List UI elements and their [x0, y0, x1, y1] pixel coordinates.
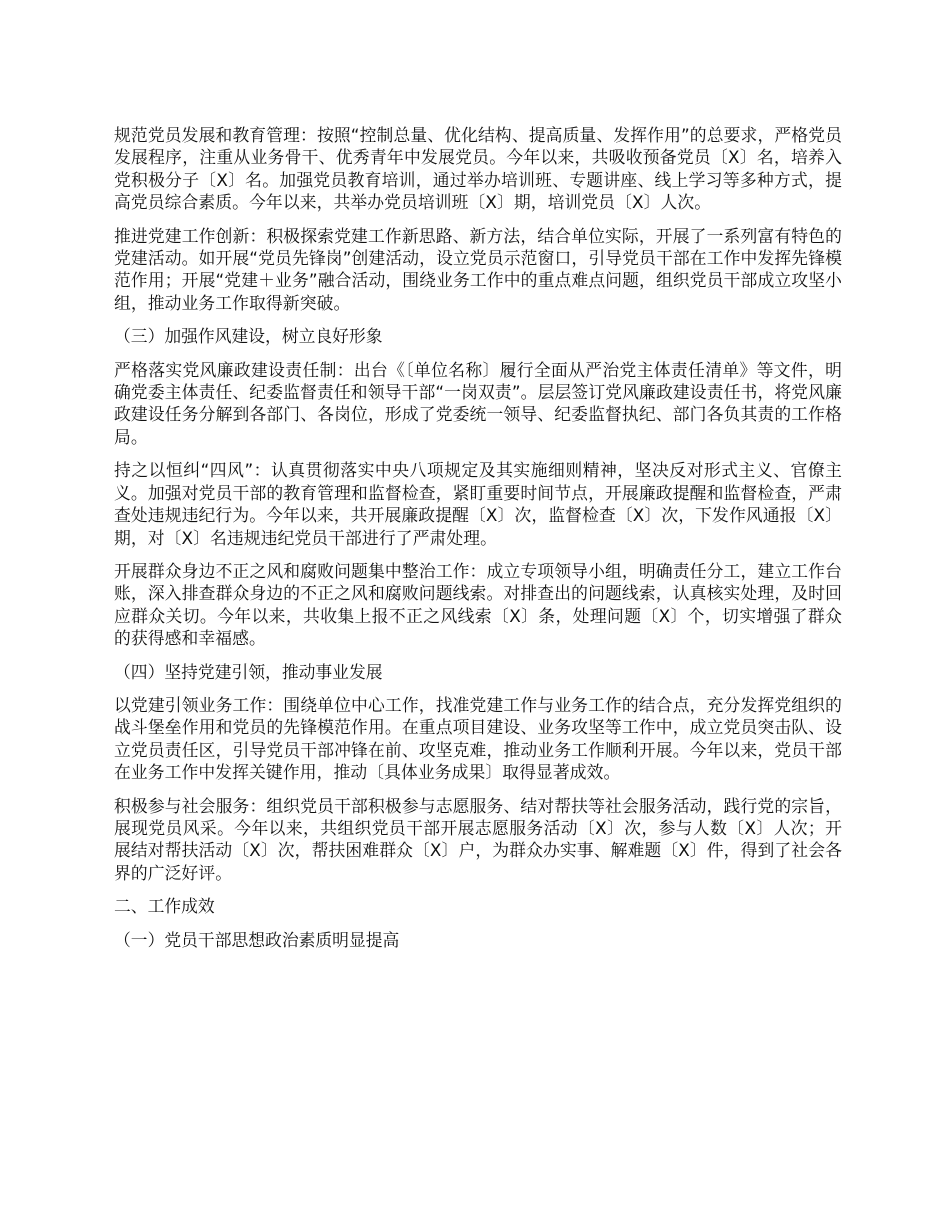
chapter-heading-results: 二、工作成效 — [114, 896, 215, 917]
paragraph-four-winds: 持之以恒纠“四风”：认真贯彻落实中央八项规定及其实施细则精神，坚决反对形式主义、官僚主义。加强对党员干部的教育管理和监督检查，紧盯重要时间节点，开展廉政提醒和监督检查，严肃查处违规违纪行为。今年以来，共开展廉政提醒〔X〕次，监督检查〔X〕次，下发作风通报〔X〕期，对〔X〕名违规违纪党员干部进行了严肃处理。 — [114, 460, 842, 548]
section-heading-political-quality: （一）党员干部思想政治素质明显提高 — [114, 929, 400, 950]
paragraph-party-building-innovation: 推进党建工作创新：积极探索党建工作新思路、新方法，结合单位实际，开展了一系列富有特色的党建活动。如开展“党员先锋岗”创建活动，设立党员示范窗口，引导党员干部在工作中发挥先锋模范作用；开展“党建＋业务”融合活动，围绕业务工作中的重点难点问题，组织党员干部成立攻坚小组，推动业务工作取得新突破。 — [114, 225, 842, 313]
paragraph-social-service: 积极参与社会服务：组织党员干部积极参与志愿服务、结对帮扶等社会服务活动，践行党的宗旨，展现党员风采。今年以来，共组织党员干部开展志愿服务活动〔X〕次，参与人数〔X〕人次；开展结对帮扶活动〔X〕次，帮扶困难群众〔X〕户，为群众办实事、解难题〔X〕件，得到了社会各界的广泛好评。 — [114, 795, 842, 883]
paragraph-party-member-development: 规范党员发展和教育管理：按照“控制总量、优化结构、提高质量、发挥作用”的总要求，严格党员发展程序，注重从业务骨干、优秀青年中发展党员。今年以来，共吸收预备党员〔X〕名，培养入党积极分子〔X〕名。加强党员教育培训，通过举办培训班、专题讲座、线上学习等多种方式，提高党员综合素质。今年以来，共举办党员培训班〔X〕期，培训党员〔X〕人次。 — [114, 125, 842, 213]
paragraph-business-leadership: 以党建引领业务工作：围绕单位中心工作，找准党建工作与业务工作的结合点，充分发挥党组织的战斗堡垒作用和党员的先锋模范作用。在重点项目建设、业务攻坚等工作中，成立党员突击队、设立党员责任区，引导党员干部冲锋在前、攻坚克难，推动业务工作顺利开展。今年以来，党员干部在业务工作中发挥关键作用，推动〔具体业务成果〕取得显著成效。 — [114, 694, 842, 783]
section-heading-work-style: （三）加强作风建设，树立良好形象 — [114, 326, 383, 347]
document-page — [114, 124, 842, 962]
section-heading-party-leadership: （四）坚持党建引领，推动事业发展 — [114, 661, 383, 682]
paragraph-corruption-rectification: 开展群众身边不正之风和腐败问题集中整治工作：成立专项领导小组，明确责任分工，建立工作台账，深入排查群众身边的不正之风和腐败问题线索。对排查出的问题线索，认真核实处理，及时回应群众关切。今年以来，共收集上报不正之风线索〔X〕条，处理问题〔X〕个，切实增强了群众的获得感和幸福感。 — [114, 560, 842, 649]
paragraph-integrity-responsibility: 严格落实党风廉政建设责任制：出台《〔单位名称〕履行全面从严治党主体责任清单》等文件，明确党委主体责任、纪委监督责任和领导干部“一岗双责”。层层签订党风廉政建设责任书，将党风廉政建设任务分解到各部门、各岗位，形成了党委统一领导、纪委监督执纪、部门各负其责的工作格局。 — [114, 359, 842, 447]
